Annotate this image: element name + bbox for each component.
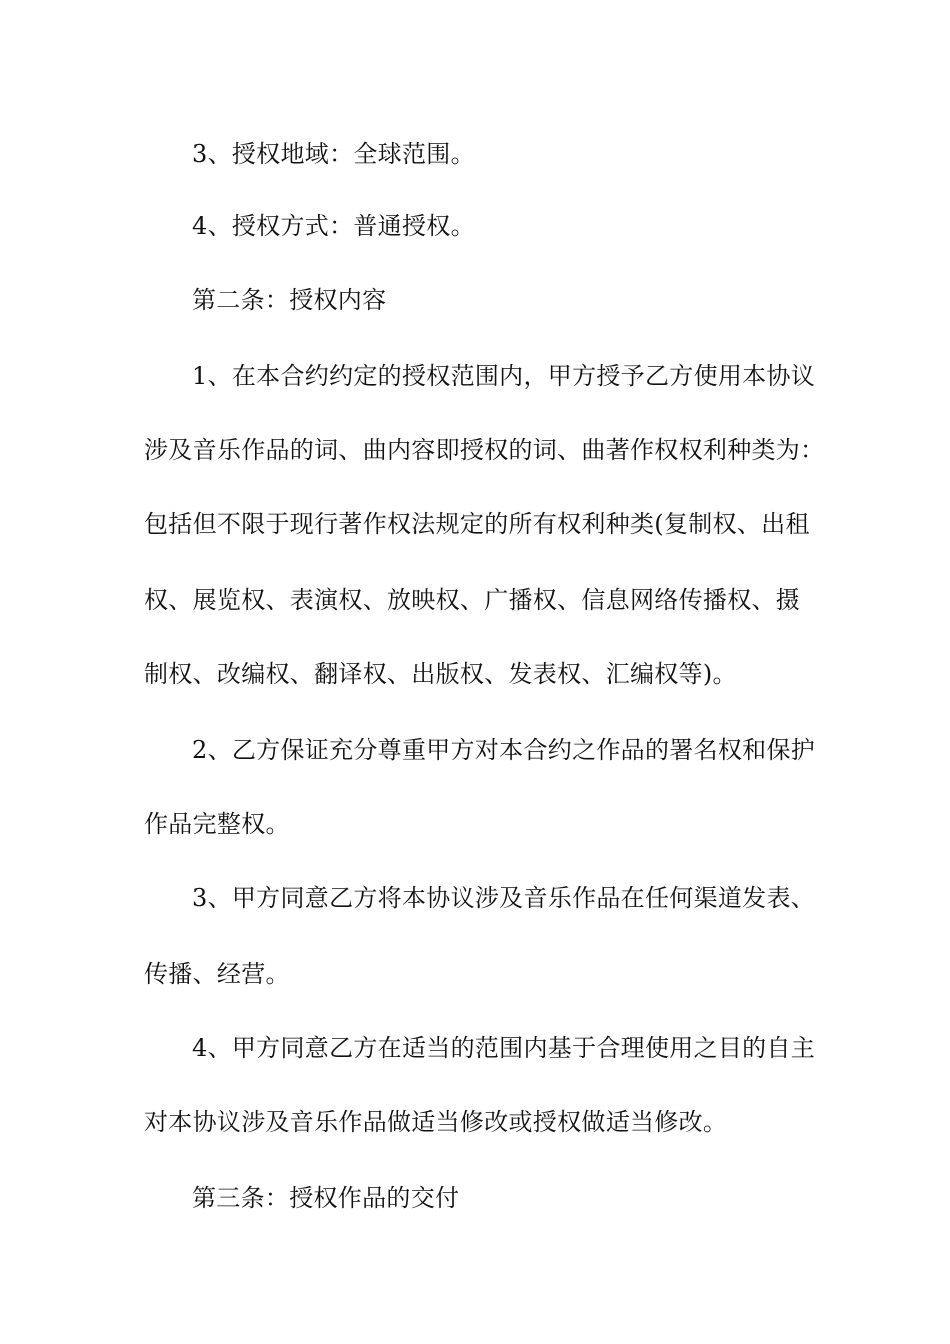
clause-territory: 3、授权地域：全球范围。	[192, 140, 475, 168]
article-two-item-4-cont: 对本协议涉及音乐作品做适当修改或授权做适当修改。	[144, 1108, 728, 1136]
article-two-item-1-cont: 包括但不限于现行著作权法规定的所有权利种类(复制权、出租	[144, 510, 810, 538]
article-two-item-1-cont: 权、展览权、表演权、放映权、广播权、信息网络传播权、摄	[144, 586, 801, 614]
article-two-item-1-cont: 涉及音乐作品的词、曲内容即授权的词、曲著作权权利种类为：	[144, 436, 825, 464]
article-two-item-1-cont: 制权、改编权、翻译权、出版权、发表权、汇编权等)。	[144, 660, 737, 688]
article-two-heading: 第二条：授权内容	[192, 286, 387, 314]
article-two-item-3-cont: 传播、经营。	[144, 960, 290, 988]
article-two-item-4: 4、甲方同意乙方在适当的范围内基于合理使用之目的自主	[192, 1034, 816, 1062]
article-two-item-2: 2、乙方保证充分尊重甲方对本合约之作品的署名权和保护	[192, 736, 816, 764]
article-two-item-1: 1、在本合约约定的授权范围内，甲方授予乙方使用本协议	[192, 362, 816, 390]
clause-method: 4、授权方式：普通授权。	[192, 212, 475, 240]
article-two-item-2-cont: 作品完整权。	[144, 810, 290, 838]
article-two-item-3: 3、甲方同意乙方将本协议涉及音乐作品在任何渠道发表、	[192, 884, 816, 912]
article-three-heading: 第三条：授权作品的交付	[192, 1184, 460, 1212]
